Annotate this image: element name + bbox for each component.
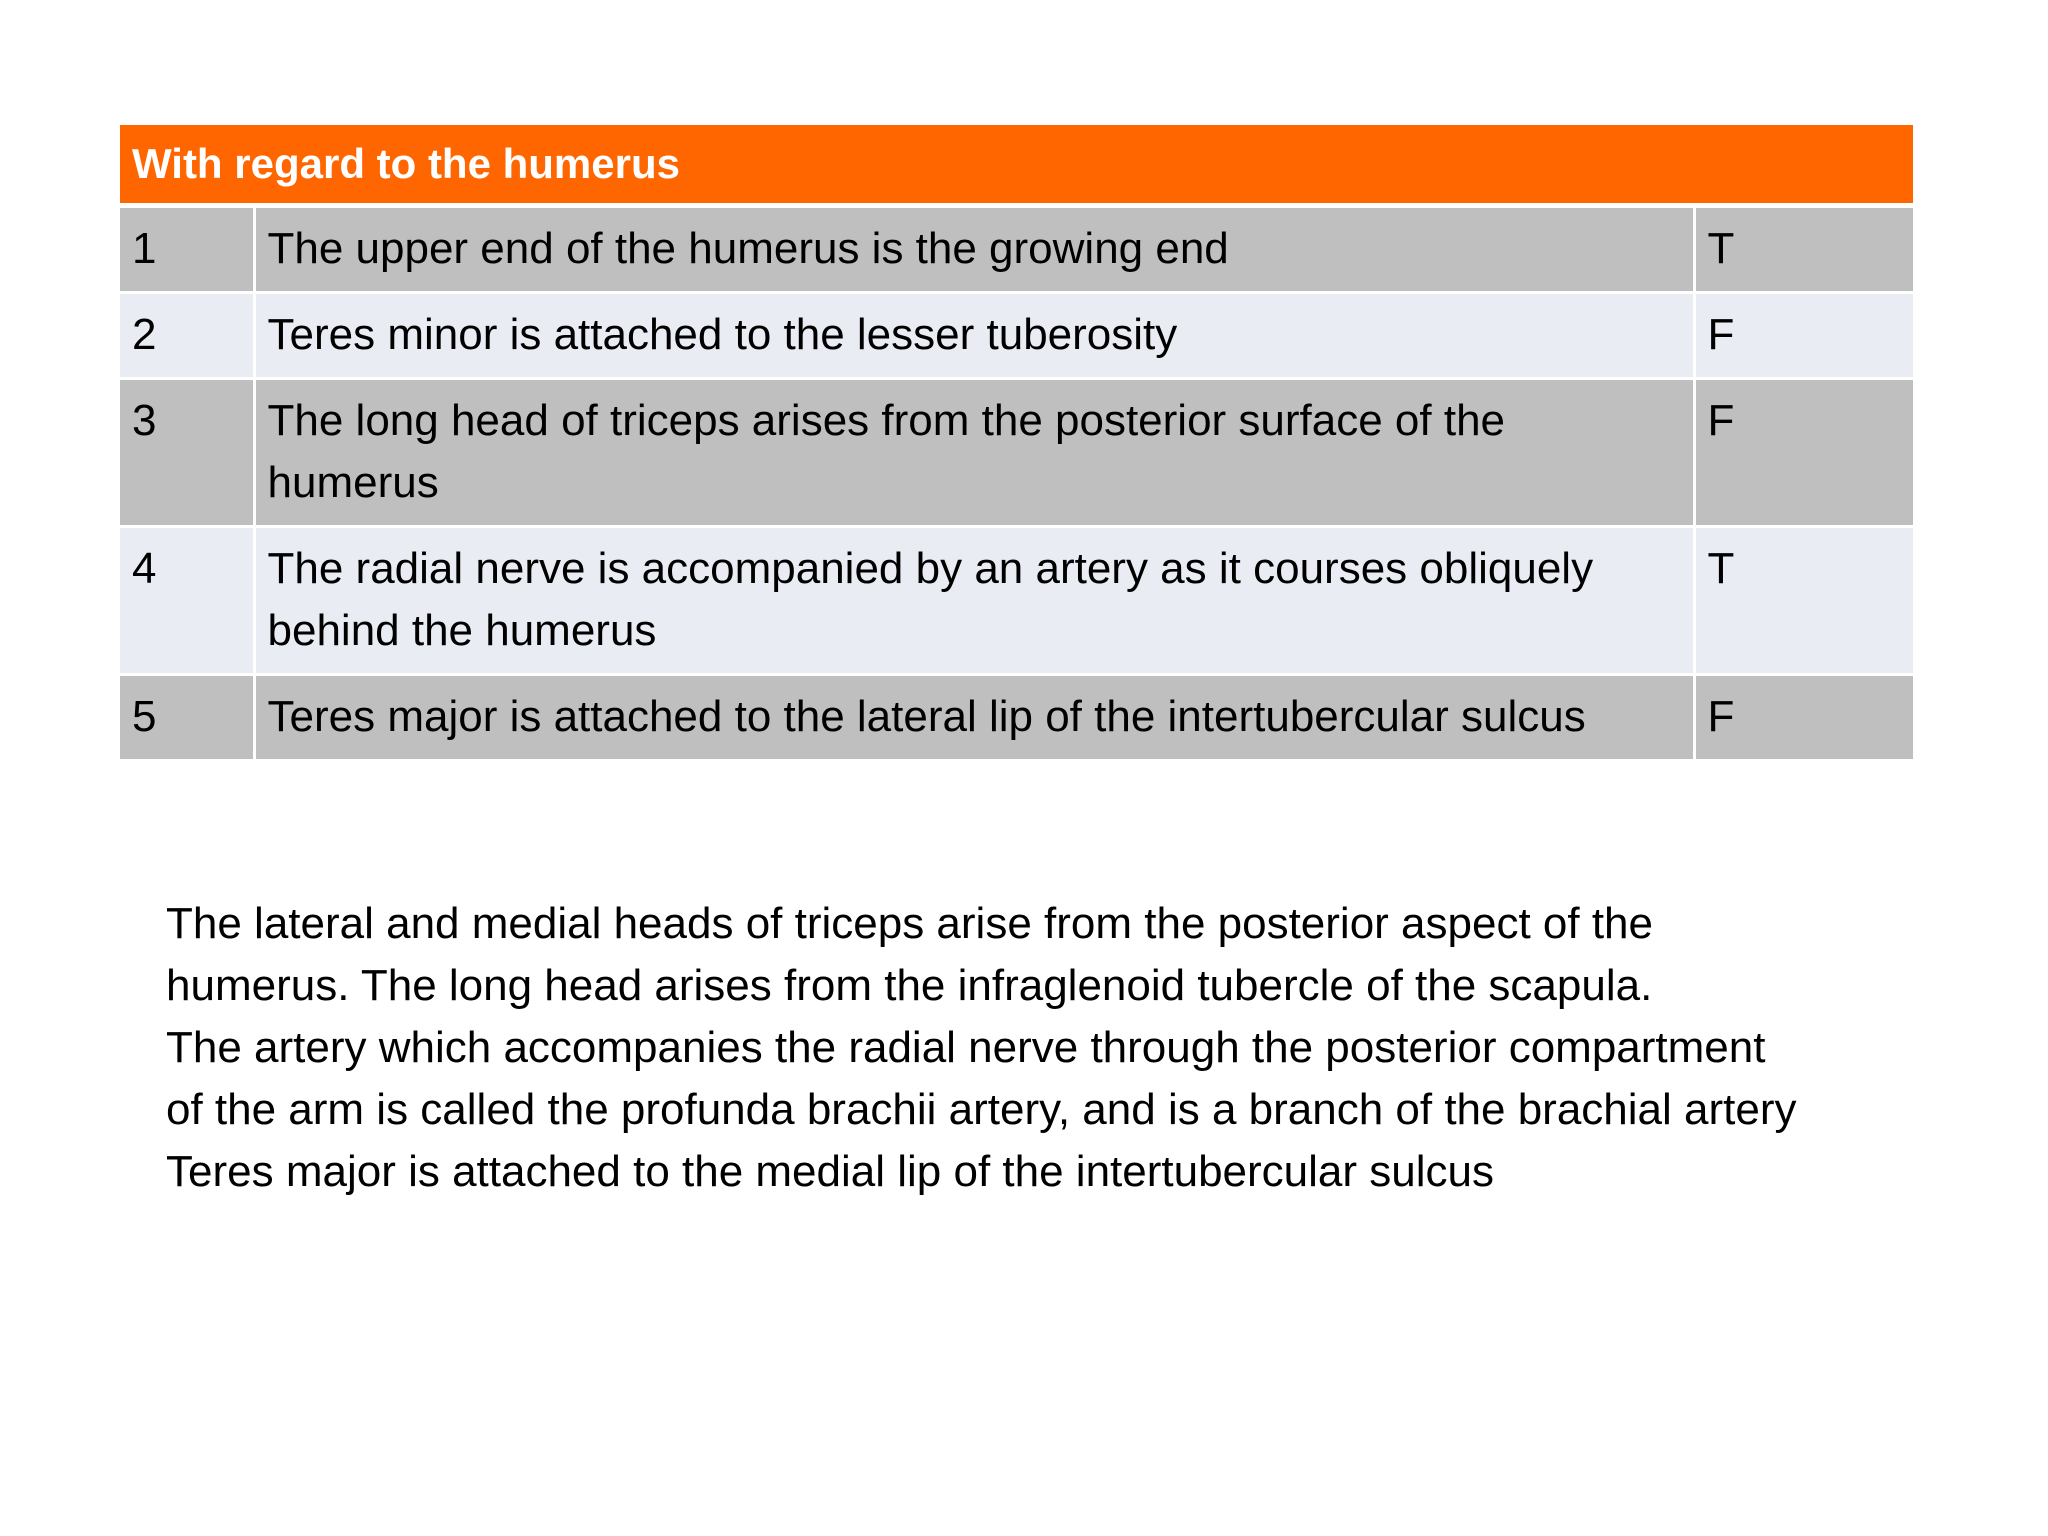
table-header-row bbox=[120, 125, 1913, 205]
table-row bbox=[120, 526, 1913, 674]
quiz-table bbox=[120, 125, 1913, 762]
row-statement: Teres major is attached to the lateral lip of the intertubercular sulcus bbox=[254, 674, 1694, 760]
explanation-line: of the arm is called the profunda brachii artery, and is a branch of the brachial artery bbox=[166, 1085, 1797, 1134]
table-row bbox=[120, 205, 1913, 292]
table-title: With regard to the humerus bbox=[120, 125, 1913, 205]
row-answer: T bbox=[1694, 205, 1913, 292]
table-row bbox=[120, 292, 1913, 378]
row-number: 1 bbox=[120, 205, 254, 292]
row-answer: F bbox=[1694, 674, 1913, 760]
row-number: 4 bbox=[120, 526, 254, 674]
explanation-line: humerus. The long head arises from the infraglenoid tubercle of the scapula. bbox=[166, 961, 1653, 1010]
row-statement: The upper end of the humerus is the growing end bbox=[254, 205, 1694, 292]
table-row bbox=[120, 378, 1913, 526]
explanation-text bbox=[166, 893, 2026, 1203]
row-statement: The radial nerve is accompanied by an artery as it courses obliquely behind the humerus bbox=[254, 526, 1694, 674]
row-number: 5 bbox=[120, 674, 254, 760]
explanation-line: The artery which accompanies the radial nerve through the posterior compartment bbox=[166, 1023, 1766, 1072]
explanation-line: Teres major is attached to the medial lip of the intertubercular sulcus bbox=[166, 1147, 1494, 1196]
row-answer: T bbox=[1694, 526, 1913, 674]
explanation-line: The lateral and medial heads of triceps arise from the posterior aspect of the bbox=[166, 899, 1653, 948]
row-number: 2 bbox=[120, 292, 254, 378]
row-answer: F bbox=[1694, 378, 1913, 526]
table-row bbox=[120, 674, 1913, 760]
row-statement: The long head of triceps arises from the posterior surface of the humerus bbox=[254, 378, 1694, 526]
row-answer: F bbox=[1694, 292, 1913, 378]
row-statement: Teres minor is attached to the lesser tuberosity bbox=[254, 292, 1694, 378]
row-number: 3 bbox=[120, 378, 254, 526]
